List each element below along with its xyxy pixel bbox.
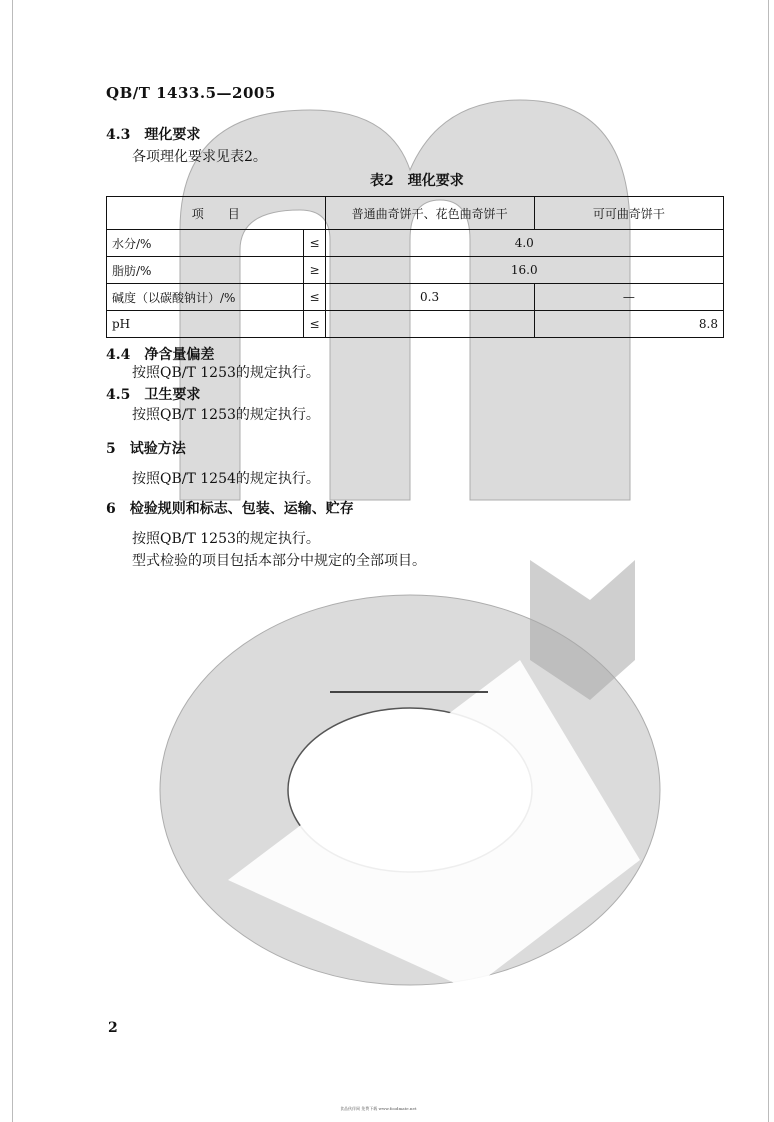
- header-col2: 可可曲奇饼干: [534, 197, 723, 230]
- table-row: [107, 230, 724, 257]
- spec-table: [106, 196, 724, 338]
- section-4-5-text: 按照QB/T 1253的规定执行。: [132, 407, 320, 423]
- section-5-title: 5 试验方法: [106, 441, 186, 457]
- row-sign: ≤: [304, 230, 325, 257]
- row-sign: ≥: [304, 257, 325, 284]
- row-sign: ≤: [304, 311, 325, 338]
- row-name: 脂肪/%: [107, 257, 304, 284]
- table-header-row: [107, 197, 724, 230]
- row-name: 水分/%: [107, 230, 304, 257]
- scan-margin-right: [768, 0, 769, 1122]
- section-4-5-title: 4.5 卫生要求: [106, 387, 201, 403]
- row-name: pH: [107, 311, 304, 338]
- document-id: QB/T 1433.5—2005: [106, 84, 276, 102]
- section-4-3-text: 各项理化要求见表2。: [132, 149, 267, 165]
- section-4-4-text: 按照QB/T 1253的规定执行。: [132, 365, 320, 381]
- scan-margin-left: [12, 0, 13, 1122]
- row-sign: ≤: [304, 284, 325, 311]
- section-6-text-1: 按照QB/T 1253的规定执行。: [132, 531, 320, 547]
- row-value-col1: 0.3: [325, 284, 534, 311]
- section-6-title: 6 检验规则和标志、包装、运输、贮存: [106, 501, 354, 517]
- table-row: [107, 257, 724, 284]
- header-item: 项 目: [107, 197, 326, 230]
- page-number: 2: [108, 1020, 118, 1036]
- footer-text: 食品伙伴网 免费下载 www.foodmate.net: [340, 1106, 417, 1111]
- section-4-3-title: 4.3 理化要求: [106, 127, 201, 143]
- table-row: [107, 311, 724, 338]
- row-value-col1: [325, 311, 534, 338]
- row-value: 4.0: [325, 230, 724, 257]
- row-value: 16.0: [325, 257, 724, 284]
- table-caption: 表2 理化要求: [370, 173, 464, 189]
- row-name: 碱度（以碳酸钠计）/%: [107, 284, 304, 311]
- row-value-col2: —: [534, 284, 723, 311]
- row-value-col2: 8.8: [534, 311, 723, 338]
- section-6-text-2: 型式检验的项目包括本部分中规定的全部项目。: [132, 553, 426, 569]
- section-5-text: 按照QB/T 1254的规定执行。: [132, 471, 320, 487]
- section-4-4-title: 4.4 净含量偏差: [106, 347, 215, 363]
- table-row: [107, 284, 724, 311]
- header-col1: 普通曲奇饼干、花色曲奇饼干: [325, 197, 534, 230]
